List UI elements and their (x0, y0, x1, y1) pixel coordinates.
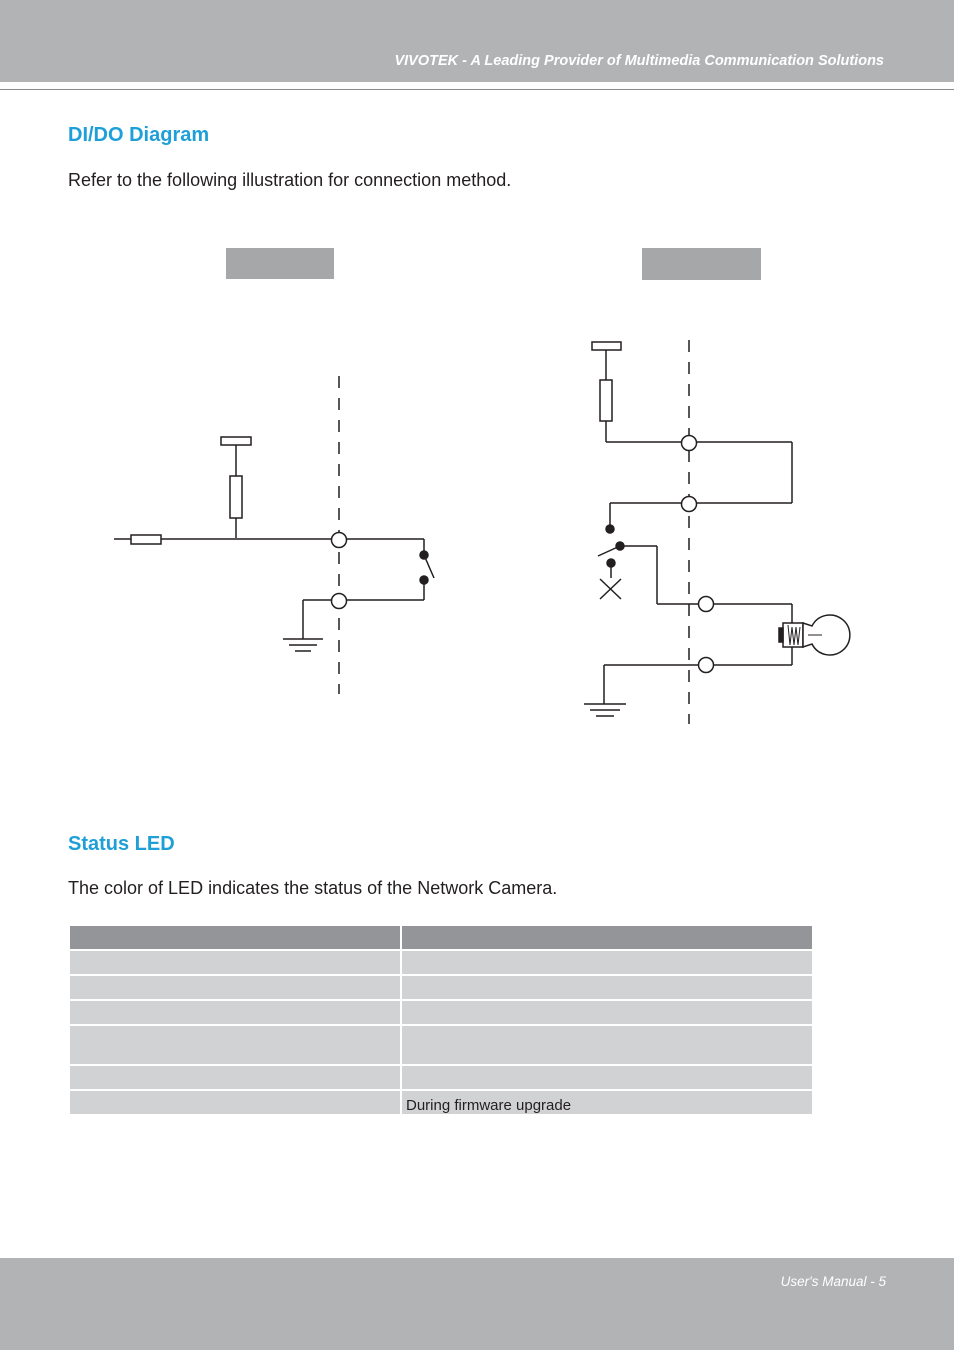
di-pullup-resistor (230, 476, 242, 518)
table-row (70, 1091, 812, 1114)
do-terminal-2 (682, 497, 697, 512)
do-terminal-1 (682, 436, 697, 451)
status-led-title: Status LED (68, 833, 175, 855)
do-pullup-resistor (600, 380, 612, 421)
table-cell (402, 951, 812, 974)
table-cell (70, 951, 400, 974)
di-terminal-2 (332, 594, 347, 609)
table-cell (70, 976, 400, 999)
table-header-cell (402, 926, 812, 949)
footer-page-label: User's Manual - 5 (780, 1274, 886, 1289)
table-header-cell (70, 926, 400, 949)
table-cell (402, 976, 812, 999)
di-label-box (226, 248, 334, 279)
do-label-box (642, 248, 761, 280)
status-led-table (68, 924, 814, 1116)
table-row (70, 951, 812, 974)
table-row (70, 1026, 812, 1064)
table-row (70, 1001, 812, 1024)
table-cell: During firmware upgrade (402, 1091, 812, 1114)
status-led-intro: The color of LED indicates the status of the Network Camera. (68, 878, 558, 898)
do-terminal-3 (699, 597, 714, 612)
header-rule (0, 89, 954, 90)
table-cell (70, 1091, 400, 1114)
table-cell (70, 1026, 400, 1064)
header-band (0, 0, 954, 82)
do-supply-terminal (592, 342, 621, 350)
di-supply-terminal (221, 437, 251, 445)
di-circuit (114, 248, 434, 694)
table-cell (402, 1001, 812, 1024)
table-cell (70, 1066, 400, 1089)
table-row (70, 976, 812, 999)
table-cell (402, 1026, 812, 1064)
table-cell (70, 1001, 400, 1024)
do-terminal-4 (699, 658, 714, 673)
do-circuit (584, 248, 850, 724)
di-input-resistor (131, 535, 161, 544)
dido-intro: Refer to the following illustration for connection method. (68, 170, 512, 190)
footer-band (0, 1258, 954, 1350)
table-row (70, 1066, 812, 1089)
header-tagline: VIVOTEK - A Leading Provider of Multimedia Communication Solutions (394, 53, 884, 69)
table-header-row (70, 926, 812, 949)
table-cell (402, 1066, 812, 1089)
di-terminal-1 (332, 533, 347, 548)
bulb-icon (779, 615, 850, 655)
dido-title: DI/DO Diagram (68, 124, 210, 146)
dido-diagram (0, 230, 954, 740)
